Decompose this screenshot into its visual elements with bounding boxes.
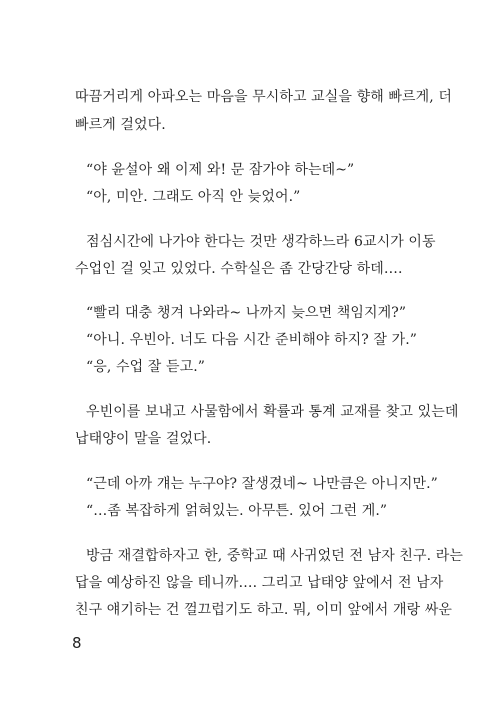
page-number: 8 [72,634,82,652]
dialogue-line: “…좀 복잡하게 얽혀있는. 아무튼. 있어 그런 게.” [86,503,388,519]
text-line: 빠르게 걸었다. [75,117,166,133]
dialogue-line: “근데 아까 걔는 누구야? 잘생겼네~ 나만큼은 아니지만.” [86,476,438,492]
text-line: 방금 재결합하자고 한, 중학교 때 사귀었던 전 남자 친구. 라는 [86,548,464,564]
text-line: 납태양이 말을 걸었다. [75,431,212,447]
text-line: 점심시간에 나가야 한다는 것만 생각하느라 6교시가 이동 [86,234,436,250]
dialogue-line: “야 윤설아 왜 이제 와! 문 잠가야 하는데~” [86,162,355,178]
text-line: 따끔거리게 아파오는 마음을 무시하고 교실을 향해 빠르게, 더 [75,89,452,105]
dialogue-line: “아, 미안. 그래도 아직 안 늦었어.” [86,189,301,205]
text-line: 우빈이를 보내고 사물함에서 확률과 통계 교재를 찾고 있는데 [86,404,459,420]
dialogue-line: “빨리 대충 챙겨 나와라~ 나까지 늦으면 책임지게?” [86,305,407,321]
text-line: 답을 예상하진 않을 테니까…. 그리고 납태양 앞에서 전 남자 [75,575,444,591]
dialogue-line: “아니. 우빈아. 너도 다음 시간 준비해야 하지? 잘 가.” [86,332,418,348]
text-line: 수업인 걸 잊고 있었다. 수학실은 좀 간당간당 하데…. [75,261,403,277]
text-line: 친구 얘기하는 건 껄끄럽기도 하고. 뭐, 이미 앞에서 개랑 싸운 [75,602,453,618]
dialogue-line: “응, 수업 잘 듣고.” [86,359,206,375]
